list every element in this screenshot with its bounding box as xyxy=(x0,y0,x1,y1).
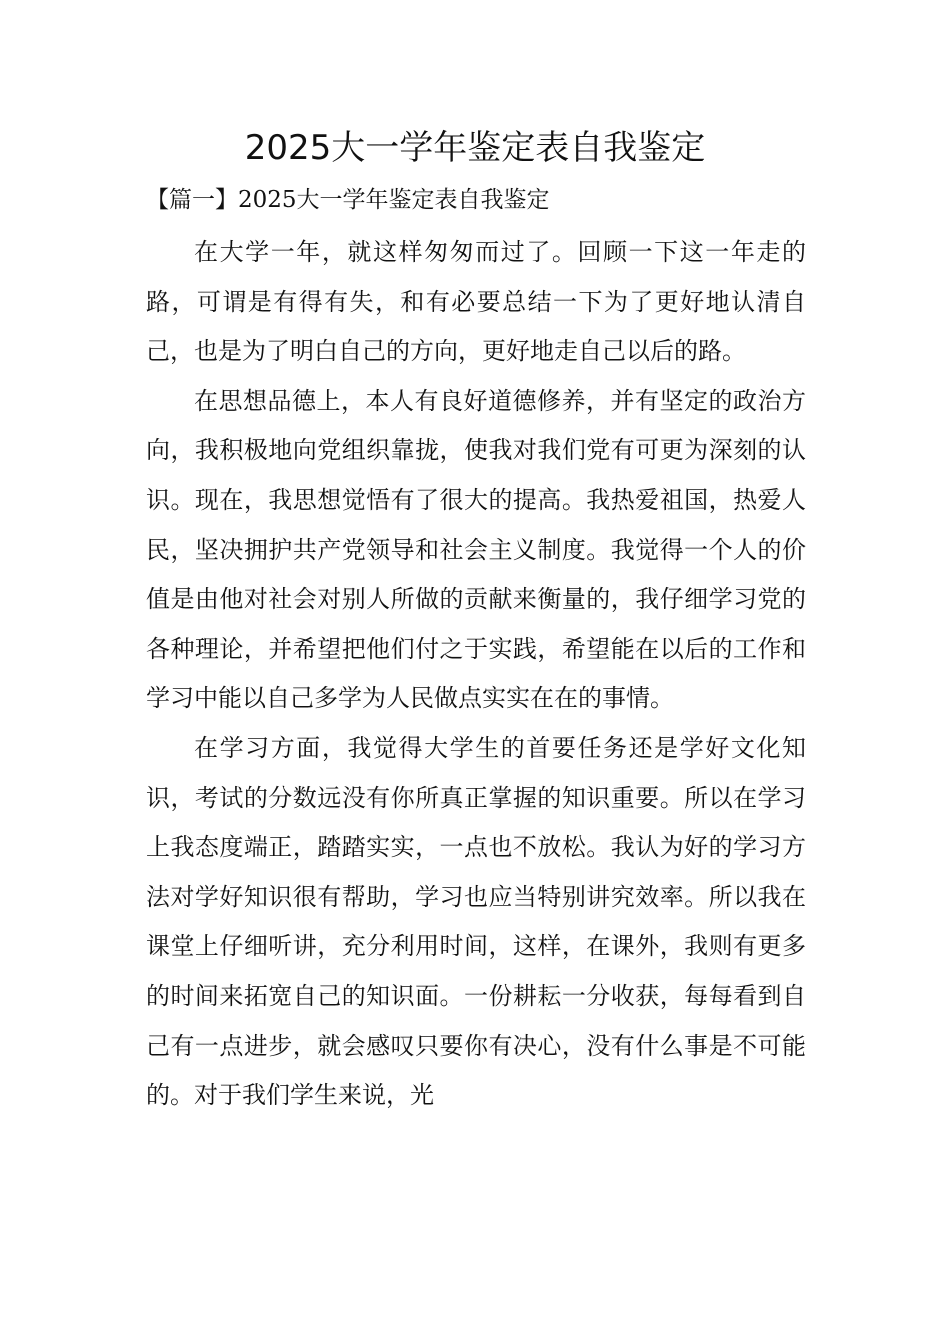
paragraph-ideology: 在思想品德上，本人有良好道德修养，并有坚定的政治方向，我积极地向党组织靠拢，使我对我们党有可更为深刻的认识。现在，我思想觉悟有了很大的提高。我热爱祖国，热爱人民，坚决拥护共产党领导和社会主义制度。我觉得一个人的价值是由他对社会对别人所做的贡献来衡量的，我仔细学习党的各种理论，并希望把他们付之于实践，希望能在以后的工作和学习中能以自己多学为人民做点实实在在的事情。 xyxy=(146,386,806,713)
document-body xyxy=(146,228,806,1121)
document-title: 2025大一学年鉴定表自我鉴定 xyxy=(244,128,706,168)
section-heading: 【篇一】2025大一学年鉴定表自我鉴定 xyxy=(146,187,550,213)
paragraph-intro: 在大学一年，就这样匆匆而过了。回顾一下这一年走的路，可谓是有得有失，和有必要总结一下为了更好地认清自己，也是为了明白自己的方向，更好地走自己以后的路。 xyxy=(146,238,806,366)
paragraph-study: 在学习方面，我觉得大学生的首要任务还是学好文化知识，考试的分数远没有你所真正掌握的知识重要。所以在学习上我态度端正，踏踏实实，一点也不放松。我认为好的学习方法对学好知识很有帮助，学习也应当特别讲究效率。所以我在课堂上仔细听讲，充分利用时间，这样，在课外，我则有更多的时间来拓宽自己的知识面。一份耕耘一分收获，每每看到自己有一点进步，就会感叹只要你有决心，没有什么事是不可能的。对于我们学生来说，光 xyxy=(146,733,806,1110)
